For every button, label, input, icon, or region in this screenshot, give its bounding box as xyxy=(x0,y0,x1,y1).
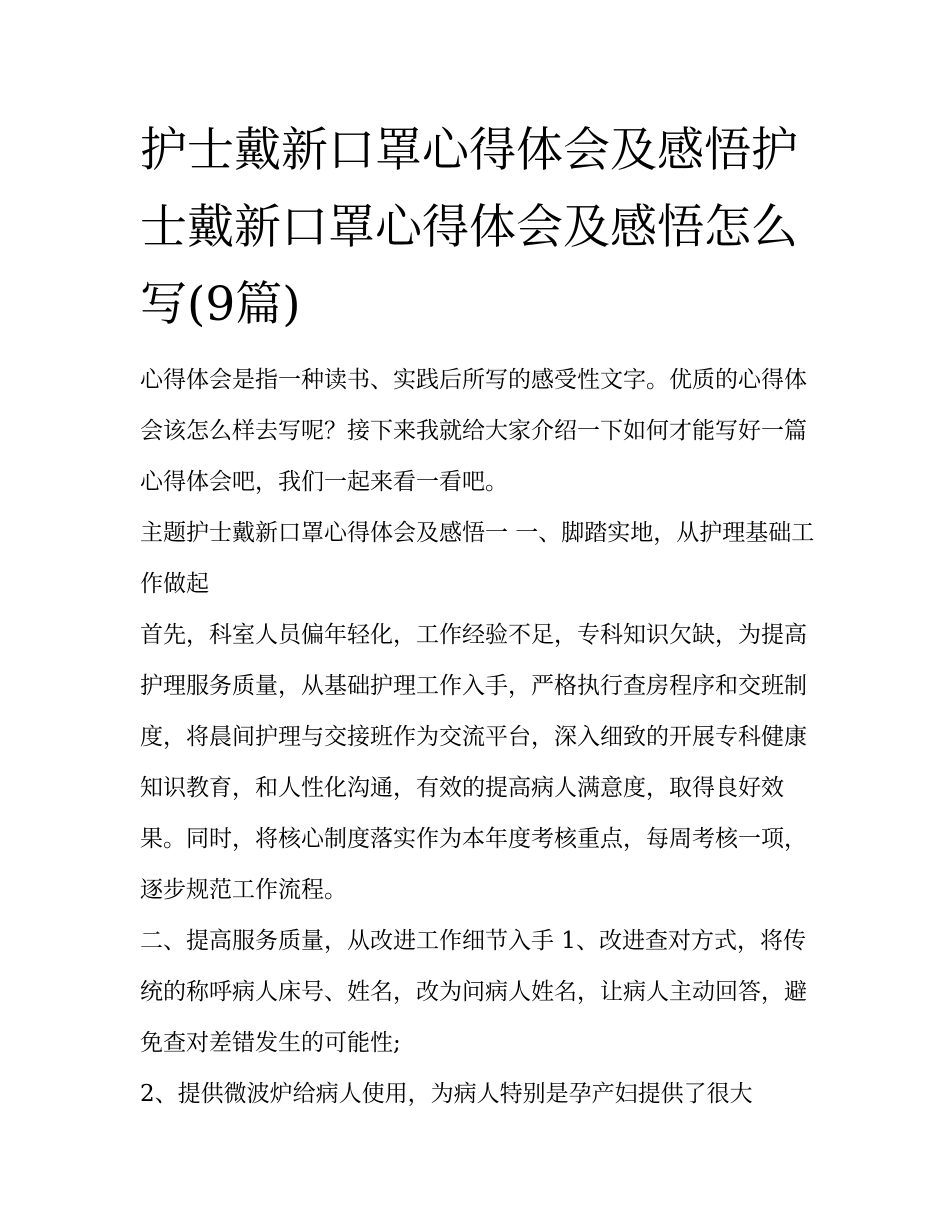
paragraph-section-one-heading: 主题护士戴新口罩心得体会及感悟一 一、脚踏实地，从护理基础工作做起 xyxy=(140,520,815,597)
document-title: 护士戴新口罩心得体会及感悟护士戴新口罩心得体会及感悟怎么写(9篇) xyxy=(140,123,798,332)
paragraph-intro: 心得体会是指一种读书、实践后所写的感受性文字。优质的心得体会该怎么样去写呢？接下来我就给大家介绍一下如何才能写好一篇心得体会吧，我们一起来看一看吧。 xyxy=(140,367,807,495)
paragraph-section-one-body: 首先，科室人员偏年轻化，工作经验不足，专科知识欠缺，为提高护理服务质量，从基础护理工作入手，严格执行查房程序和交班制度，将晨间护理与交接班作为交流平台，深入细致的开展专科健康知识教育，和人性化沟通，有效的提高病人满意度，取得良好效果。同时，将核心制度落实作为本年度考核重点，每周考核一项，逐步规范工作流程。 xyxy=(140,622,807,903)
paragraph-item-two: 2、提供微波炉给病人使用，为病人特别是孕产妇提供了很大 xyxy=(140,1081,753,1107)
document-body xyxy=(140,112,820,1120)
paragraph-section-two: 二、提高服务质量，从改进工作细节入手 1、改进查对方式，将传统的称呼病人床号、姓名，改为问病人姓名，让病人主动回答，避免查对差错发生的可能性; xyxy=(140,928,807,1056)
